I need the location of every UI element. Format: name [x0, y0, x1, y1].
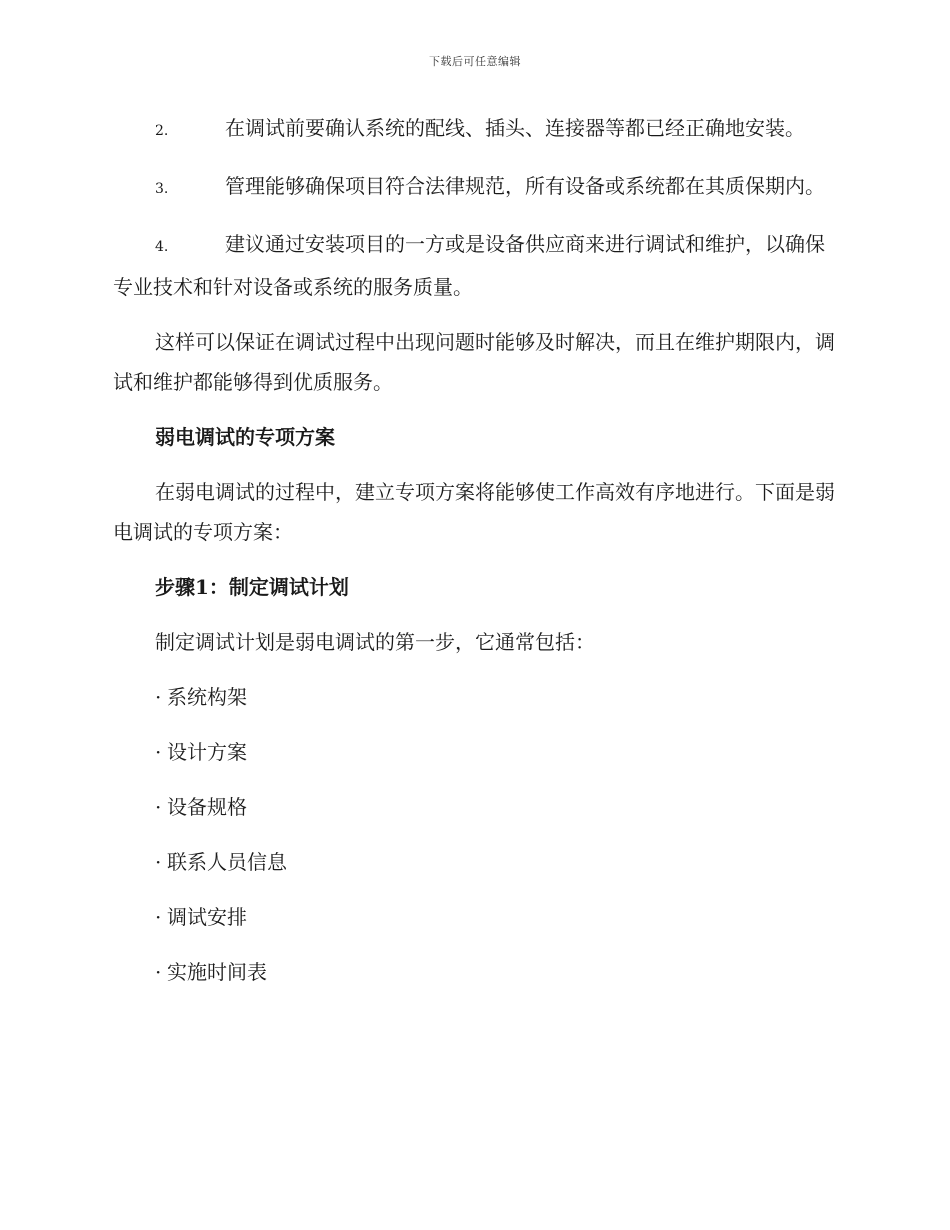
section-title: 弱电调试的专项方案 [155, 425, 335, 449]
list-item-text: 系统构架 [167, 685, 247, 709]
list-item-text: 设计方案 [167, 740, 247, 764]
bullet-dot: · [155, 685, 162, 709]
item-text: 建议通过安装项目的一方或是设备供应商来进行调试和维护，以确保专业技术和针对设备或系统的服务质量。 [113, 232, 825, 299]
item-text: 在调试前要确认系统的配线、插头、连接器等都已经正确地安装。 [225, 116, 805, 140]
list-item-text: 调试安排 [167, 905, 247, 929]
item-text: 管理能够确保项目符合法律规范，所有设备或系统都在其质保期内。 [225, 174, 825, 198]
item-number: 4. [155, 239, 169, 255]
bullet-dot: · [155, 740, 162, 764]
numbered-item-4 [113, 224, 838, 307]
bullet-dot: · [155, 850, 162, 874]
list-item [113, 842, 838, 882]
bullet-dot: · [155, 960, 162, 984]
step-paragraph: 制定调试计划是弱电调试的第一步，它通常包括： [155, 630, 595, 654]
list-item [113, 732, 838, 772]
page-header: 下载后可任意编辑 [429, 55, 521, 68]
list-item-text: 实施时间表 [167, 960, 267, 984]
document-body [113, 108, 838, 1007]
list-item [113, 897, 838, 937]
step-title: 步骤1：制定调试计划 [155, 575, 349, 599]
bullet-dot: · [155, 905, 162, 929]
list-item [113, 787, 838, 827]
intro-paragraph: 在弱电调试的过程中，建立专项方案将能够使工作高效有序地进行。下面是弱电调试的专项方案： [113, 480, 835, 544]
numbered-item-2 [113, 108, 838, 151]
item-number: 2. [155, 123, 169, 139]
list-item [113, 952, 838, 992]
bullet-dot: · [155, 795, 162, 819]
numbered-item-3 [113, 166, 838, 209]
list-item-text: 联系人员信息 [167, 850, 287, 874]
list-item-text: 设备规格 [167, 795, 247, 819]
summary-paragraph: 这样可以保证在调试过程中出现问题时能够及时解决，而且在维护期限内，调试和维护都能够得到优质服务。 [113, 330, 835, 394]
item-number: 3. [155, 181, 169, 197]
list-item [113, 677, 838, 717]
